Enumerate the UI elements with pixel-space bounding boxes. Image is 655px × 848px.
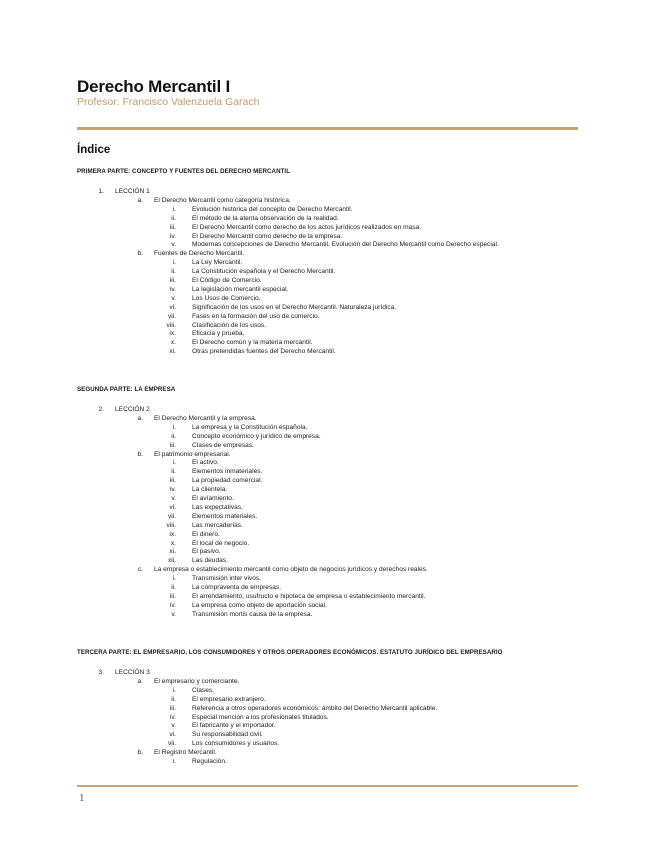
item-marker: vi. xyxy=(169,731,176,739)
item-text: El Derecho Mercantil como derecho de la empresa. xyxy=(192,232,343,240)
item-marker: ii. xyxy=(171,584,176,591)
item-marker: vii. xyxy=(167,312,176,320)
item-text: El activo. xyxy=(192,459,219,467)
item-marker: ii. xyxy=(171,468,176,476)
item-text: Las deudas. xyxy=(192,557,228,565)
item-text: Las mercaderías. xyxy=(192,521,243,529)
item-text: La propiedad comercial. xyxy=(192,477,263,485)
item-text: Transmisión inter vivos. xyxy=(192,575,262,583)
section-title: El Registro Mercantil. xyxy=(154,749,217,757)
item-text: El avíamiento. xyxy=(192,495,234,502)
item-text: El empresario extranjero. xyxy=(192,695,266,703)
section-marker: b. xyxy=(137,250,143,258)
item-text: La Constitución española y el Derecho Mercantil. xyxy=(192,268,336,276)
item-text: La Ley Mercantil. xyxy=(192,259,243,267)
item-marker: xi. xyxy=(169,348,176,356)
item-text: El pasivo. xyxy=(192,548,221,556)
item-marker: iv. xyxy=(169,486,176,494)
item-marker: iii. xyxy=(169,704,176,712)
section-title: El patrimonio empresarial. xyxy=(154,450,231,458)
section-marker: a. xyxy=(137,196,143,204)
header-divider xyxy=(77,127,578,130)
section-marker: a. xyxy=(137,414,143,422)
lesson-marker: 1. xyxy=(98,188,104,195)
page-number: 1 xyxy=(79,792,85,804)
item-text: Modernas concepciones de Derecho Mercantil. Evolución del Derecho Mercantil como Derecho especial. xyxy=(192,241,499,249)
item-marker: v. xyxy=(171,722,176,730)
item-marker: i. xyxy=(172,459,176,467)
item-marker: iii. xyxy=(169,441,176,449)
item-text: Otras pretendidas fuentes del Derecho Mercantil. xyxy=(192,348,336,356)
item-marker: i. xyxy=(172,423,176,431)
item-marker: ix. xyxy=(169,330,176,338)
item-marker: viii. xyxy=(166,321,176,329)
item-text: Clases. xyxy=(192,686,214,694)
section-title: La empresa o establecimiento mercantil como objeto de negocios jurídicos y derechos reales. xyxy=(154,566,428,574)
footer-divider xyxy=(77,785,578,787)
item-text: El arrendamiento, usufructo e hipoteca de empresa o establecimiento mercantil. xyxy=(192,592,426,600)
item-text: Significación de los usos en el Derecho Mercantil. Naturaleza jurídica. xyxy=(192,303,397,311)
item-marker: vi. xyxy=(169,303,176,311)
item-text: Fases en la formación del uso de comercio. xyxy=(192,312,320,320)
item-marker: ii. xyxy=(171,432,176,440)
document-title: Derecho Mercantil I xyxy=(77,77,231,96)
lesson-marker: 3. xyxy=(98,669,104,676)
item-text: Especial mención a los profesionales titulados. xyxy=(192,713,329,721)
lesson-marker: 2. xyxy=(98,406,104,413)
item-marker: iii. xyxy=(169,223,176,231)
lesson-title: LECCIÓN 3 xyxy=(115,669,150,676)
item-text: Regulación. xyxy=(192,758,227,765)
part-title: PRIMERA PARTE: CONCEPTO Y FUENTES DEL DERECHO MERCANTIL xyxy=(77,168,291,175)
item-marker: v. xyxy=(171,241,176,249)
item-text: Transmisión mortis causa de la empresa. xyxy=(192,610,313,618)
item-marker: i. xyxy=(172,575,176,583)
section-marker: b. xyxy=(137,749,143,757)
item-marker: x. xyxy=(170,539,176,547)
item-marker: x. xyxy=(170,339,176,347)
item-text: El método de la atenta observación de la realidad. xyxy=(192,214,339,222)
item-marker: v. xyxy=(171,610,176,618)
item-marker: v. xyxy=(171,495,176,502)
lesson-title: LECCIÓN 1 xyxy=(115,188,150,195)
item-text: Clasificación de los usos. xyxy=(192,321,267,329)
item-text: Eficacia y prueba. xyxy=(192,330,245,338)
item-text: Concepto económico y jurídico de empresa. xyxy=(192,432,321,440)
item-marker: i. xyxy=(172,686,176,694)
item-text: Las expectativas. xyxy=(192,503,243,511)
item-marker: iv. xyxy=(169,713,176,721)
part-title: TERCERA PARTE: EL EMPRESARIO, LOS CONSUMIDORES Y OTROS OPERADORES ECONÓMICOS. ESTATUTO JURÍDICO DEL EMPRESARIO xyxy=(77,649,503,656)
item-marker: vii. xyxy=(167,512,176,520)
item-text: Elementos materiales. xyxy=(192,512,258,520)
item-text: Elementos inmateriales. xyxy=(192,468,263,476)
item-text: El Código de Comercio. xyxy=(192,277,262,284)
section-title: El Derecho Mercantil y la empresa. xyxy=(154,414,257,422)
item-marker: i. xyxy=(172,259,176,267)
item-marker: ii. xyxy=(171,214,176,222)
item-text: El Derecho Mercantil como derecho de los actos jurídicos realizados en masa. xyxy=(192,223,422,231)
index-heading: Índice xyxy=(77,144,111,156)
item-marker: vi. xyxy=(169,503,176,511)
item-text: Referencia a otros operadores económicos: ámbito del Derecho Mercantil aplicable. xyxy=(192,704,438,712)
item-marker: iv. xyxy=(169,232,176,240)
section-title: El empresario y comerciante. xyxy=(154,677,240,685)
document-subtitle: Profesor: Francisco Valenzuela Garach xyxy=(77,96,260,108)
item-text: Su responsabilidad civil. xyxy=(192,731,263,739)
item-text: Los consumidores y usuarios. xyxy=(192,740,280,748)
item-marker: ii. xyxy=(171,695,176,703)
item-text: El local de negocio. xyxy=(192,539,250,547)
item-text: Clases de empresas. xyxy=(192,441,254,449)
part-title: SEGUNDA PARTE: LA EMPRESA xyxy=(77,386,176,393)
item-marker: v. xyxy=(171,294,176,302)
section-marker: a. xyxy=(137,677,143,685)
item-marker: viii. xyxy=(166,521,176,529)
item-text: La clientela. xyxy=(192,486,228,494)
item-text: La compraventa de empresas. xyxy=(192,584,282,591)
item-text: El dinero. xyxy=(192,530,220,538)
item-text: Los Usos de Comercio. xyxy=(192,294,261,302)
item-text: La legislación mercantil especial. xyxy=(192,285,289,293)
item-marker: vii. xyxy=(167,740,176,748)
item-marker: xi. xyxy=(169,548,176,556)
item-text: Evolución histórica del concepto de Derecho Mercantil. xyxy=(192,205,353,213)
item-marker: iv. xyxy=(169,285,176,293)
section-marker: b. xyxy=(137,450,143,458)
item-text: La empresa y la Constitución española. xyxy=(192,423,308,431)
item-text: El Derecho común y la materia mercantil. xyxy=(192,339,313,347)
section-title: Fuentes de Derecho Mercantil. xyxy=(154,250,245,258)
item-marker: xii. xyxy=(167,557,176,565)
item-marker: ix. xyxy=(169,530,176,538)
item-marker: iii. xyxy=(169,592,176,600)
item-marker: iii. xyxy=(169,477,176,485)
item-marker: ii. xyxy=(171,268,176,276)
item-text: El fabricante y el importador. xyxy=(192,722,276,730)
item-marker: i. xyxy=(172,758,176,765)
item-marker: iii. xyxy=(169,277,176,284)
lesson-title: LECCIÓN 2 xyxy=(115,406,150,413)
section-title: El Derecho Mercantil como categoría histórica. xyxy=(154,196,291,204)
item-text: La empresa como objeto de aportación social. xyxy=(192,601,327,609)
section-marker: c. xyxy=(137,566,143,574)
item-marker: i. xyxy=(172,205,176,213)
item-marker: iv. xyxy=(169,601,176,609)
